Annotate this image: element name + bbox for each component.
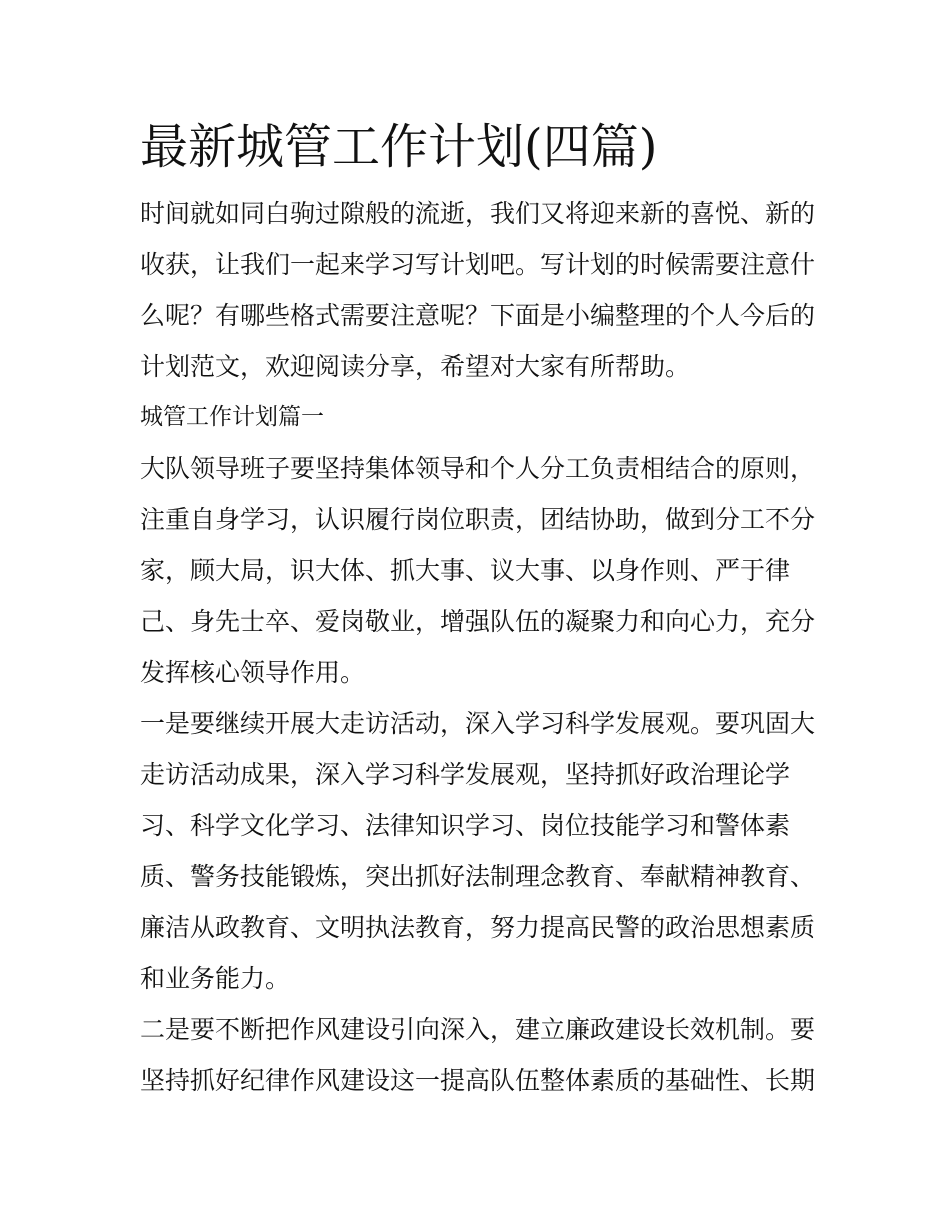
intro-line: 么呢？有哪些格式需要注意呢？下面是小编整理的个人今后的 — [140, 301, 816, 330]
paragraph-line: 和业务能力。 — [140, 964, 291, 993]
paragraph-line: 廉洁从政教育、文明执法教育，努力提高民警的政治思想素质 — [140, 913, 816, 942]
paragraph-line: 二是要不断把作风建设引向深入，建立廉政建设长效机制。要 — [140, 1015, 816, 1044]
paragraph-line: 走访活动成果，深入学习科学发展观，坚持抓好政治理论学 — [140, 760, 791, 789]
document-content — [140, 112, 820, 1106]
intro-line: 时间就如同白驹过隙般的流逝，我们又将迎来新的喜悦、新的 — [140, 199, 816, 228]
paragraph-line: 家，顾大局，识大体、抓大事、议大事、以身作则、严于律 — [140, 556, 791, 585]
intro-line: 计划范文，欢迎阅读分享，希望对大家有所帮助。 — [140, 352, 691, 381]
paragraph-line: 发挥核心领导作用。 — [140, 658, 366, 687]
intro-line: 收获，让我们一起来学习写计划吧。写计划的时候需要注意什 — [140, 250, 816, 279]
paragraph-line: 质、警务技能锻炼，突出抓好法制理念教育、奉献精神教育、 — [140, 862, 816, 891]
document-title: 最新城管工作计划(四篇) — [140, 119, 658, 175]
intro-paragraph — [140, 188, 820, 392]
paragraph-leadership — [140, 443, 820, 698]
paragraph-line: 己、身先士卒、爱岗敬业，增强队伍的凝聚力和向心力，充分 — [140, 607, 816, 636]
paragraph-line: 习、科学文化学习、法律知识学习、岗位技能学习和警体素 — [140, 811, 791, 840]
paragraph-conduct — [140, 1004, 820, 1106]
section-heading: 城管工作计划篇一 — [140, 404, 324, 430]
paragraph-line: 一是要继续开展大走访活动，深入学习科学发展观。要巩固大 — [140, 709, 816, 738]
paragraph-line: 大队领导班子要坚持集体领导和个人分工负责相结合的原则， — [140, 454, 816, 483]
paragraph-line: 注重自身学习，认识履行岗位职责，团结协助，做到分工不分 — [140, 505, 816, 534]
paragraph-line: 坚持抓好纪律作风建设这一提高队伍整体素质的基础性、长期 — [140, 1066, 816, 1095]
paragraph-study — [140, 698, 820, 1004]
